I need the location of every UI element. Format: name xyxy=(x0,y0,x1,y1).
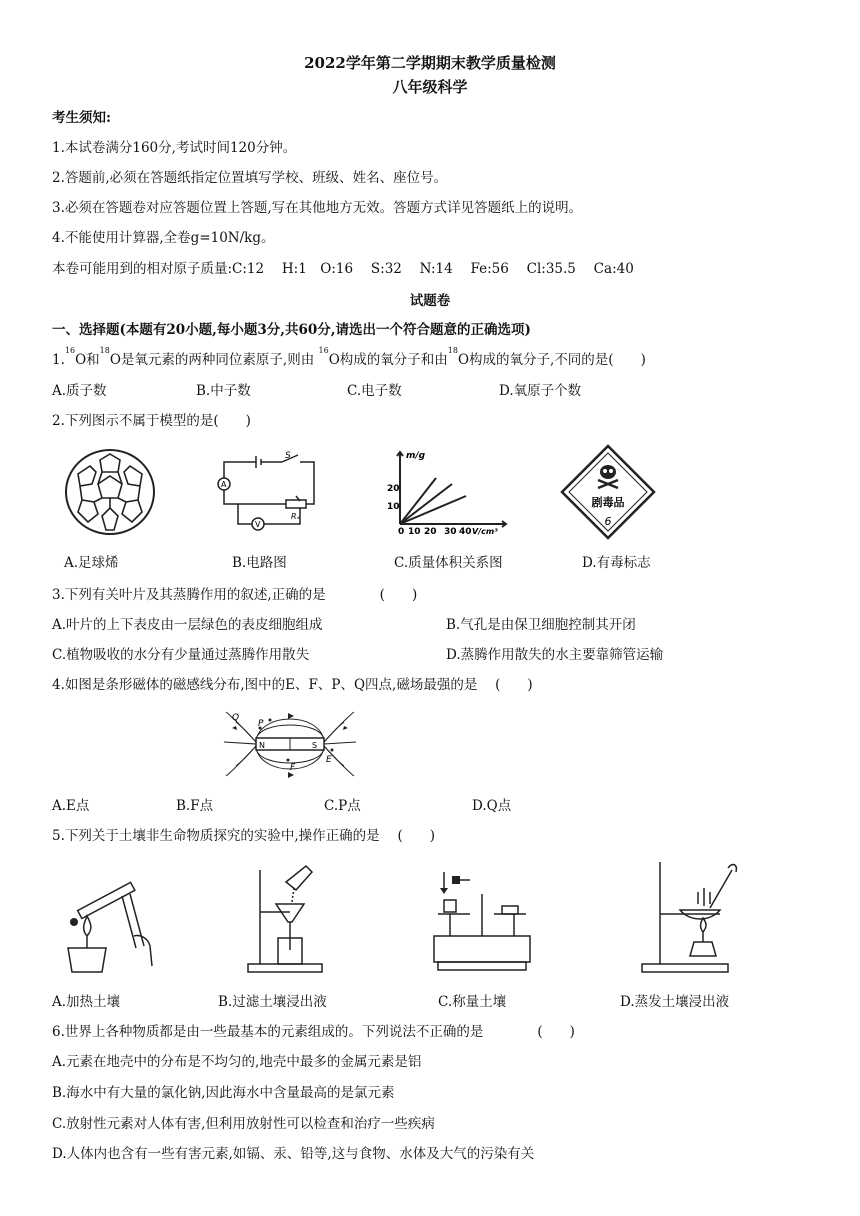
y-tick: 10 xyxy=(387,502,400,512)
question-4-stem: 4.如图是条形磁体的磁感线分布,图中的E、F、P、Q四点,磁场最强的是 ( ) xyxy=(52,677,533,693)
q2-option-d[interactable]: D.有毒标志 xyxy=(582,555,651,571)
sign-number: 6 xyxy=(604,515,612,528)
q1-option-b[interactable]: B.中子数 xyxy=(196,383,251,399)
q5-option-d[interactable]: D.蒸发土壤浸出液 xyxy=(620,994,730,1010)
point-e-label: E xyxy=(326,755,332,765)
heating-soil-figure xyxy=(62,876,162,976)
point-f-label: F xyxy=(290,763,296,773)
notice-heading: 考生须知: xyxy=(52,110,111,126)
atomic-masses: 本卷可能用到的相对原子质量:C:12 H:1 O:16 S:32 N:14 Fe:56 Cl:35.5 Ca:40 xyxy=(52,261,634,277)
section-heading: 一、选择题(本题有20小题,每小题3分,共60分,请选出一个符合题意的正确选项) xyxy=(52,322,531,338)
point-q-label: Q xyxy=(232,713,240,723)
weighing-figure xyxy=(430,866,534,974)
y-tick: 20 xyxy=(387,484,400,494)
q4-option-a[interactable]: A.E点 xyxy=(52,798,90,814)
q3-option-c[interactable]: C.植物吸收的水分有少量通过蒸腾作用散失 xyxy=(52,647,310,663)
magnet-s-label: S xyxy=(312,741,318,750)
question-1-stem: 1.16O和$^{18}$O是氧元素的两种同位素原子,则由 $^{16}$O构成的氧分子和由$^{18}$O构成的氧分子,不同的是( ) xyxy=(52,346,646,368)
y-axis-label: m/g xyxy=(406,451,426,461)
q5-option-b[interactable]: B.过滤土壤浸出液 xyxy=(218,994,327,1010)
notice-item: 4.不能使用计算器,全卷g=10N/kg。 xyxy=(52,230,275,246)
point-p-label: P xyxy=(258,719,264,729)
skull-icon xyxy=(598,465,618,488)
q3-option-a[interactable]: A.叶片的上下表皮由一层绿色的表皮细胞组成 xyxy=(52,617,323,633)
question-3-stem: 3.下列有关叶片及其蒸腾作用的叙述,正确的是 ( ) xyxy=(52,587,418,603)
question-5-stem: 5.下列关于土壤非生命物质探究的实验中,操作正确的是 ( ) xyxy=(52,828,435,844)
q6-option-d[interactable]: D.人体内也含有一些有害元素,如镉、汞、铅等,这与食物、水体及大气的污染有关 xyxy=(52,1146,535,1162)
q1-option-c[interactable]: C.电子数 xyxy=(347,383,402,399)
notice-item: 3.必须在答题卷对应答题位置上答题,写在其他地方无效。答题方式详见答题纸上的说明。 xyxy=(52,200,583,216)
sign-text: 剧毒品 xyxy=(591,496,625,509)
q6-option-c[interactable]: C.放射性元素对人体有害,但利用放射性可以检查和治疗一些疾病 xyxy=(52,1116,435,1132)
q5-option-a[interactable]: A.加热土壤 xyxy=(52,994,121,1010)
exam-subtitle: 八年级科学 xyxy=(392,78,468,96)
x-tick: 40 xyxy=(459,527,472,537)
resistor-label: Rₓ xyxy=(291,512,301,521)
q4-option-c[interactable]: C.P点 xyxy=(324,798,361,814)
q5-option-c[interactable]: C.称量土壤 xyxy=(438,994,507,1010)
q2-option-c[interactable]: C.质量体积关系图 xyxy=(394,555,503,571)
switch-label: S xyxy=(285,451,291,461)
toxic-sign-figure xyxy=(560,444,656,540)
magnet-n-label: N xyxy=(259,741,265,750)
q2-option-a[interactable]: A.足球烯 xyxy=(64,555,119,571)
q3-option-d[interactable]: D.蒸腾作用散失的水主要靠筛管运输 xyxy=(446,647,664,663)
paper-label: 试题卷 xyxy=(409,293,451,309)
ammeter-label: A xyxy=(221,480,227,489)
voltmeter-label: V xyxy=(255,520,261,529)
circuit-diagram-figure xyxy=(214,452,324,532)
q3-option-b[interactable]: B.气孔是由保卫细胞控制其开闭 xyxy=(446,617,636,633)
q6-option-a[interactable]: A.元素在地壳中的分布是不均匀的,地壳中最多的金属元素是铝 xyxy=(52,1054,422,1070)
buckyball-figure xyxy=(60,446,160,538)
mass-volume-graph-figure xyxy=(384,448,514,538)
question-2-stem: 2.下列图示不属于模型的是( ) xyxy=(52,413,251,429)
x-tick: 10 xyxy=(408,527,421,537)
filtering-figure xyxy=(246,862,336,974)
notice-item: 1.本试卷满分160分,考试时间120分钟。 xyxy=(52,140,297,156)
evaporating-figure xyxy=(640,858,740,974)
q6-option-b[interactable]: B.海水中有大量的氯化钠,因此海水中含量最高的是氯元素 xyxy=(52,1085,395,1101)
notice-item: 2.答题前,必须在答题纸指定位置填写学校、班级、姓名、座位号。 xyxy=(52,170,448,186)
x-tick: 0 xyxy=(398,527,405,537)
q1-option-d[interactable]: D.氧原子个数 xyxy=(499,383,582,399)
exam-title: 2022学年第二学期期末教学质量检测 xyxy=(304,54,556,72)
q4-option-b[interactable]: B.F点 xyxy=(176,798,214,814)
x-axis-label: V/cm³ xyxy=(472,527,498,536)
q1-option-a[interactable]: A.质子数 xyxy=(52,383,107,399)
q4-option-d[interactable]: D.Q点 xyxy=(472,798,512,814)
q2-option-b[interactable]: B.电路图 xyxy=(232,555,287,571)
x-tick: 30 xyxy=(444,527,457,537)
x-tick: 20 xyxy=(424,527,437,537)
bar-magnet-field-figure xyxy=(222,706,358,782)
question-6-stem: 6.世界上各种物质都是由一些最基本的元素组成的。下列说法不正确的是 ( ) xyxy=(52,1024,575,1040)
